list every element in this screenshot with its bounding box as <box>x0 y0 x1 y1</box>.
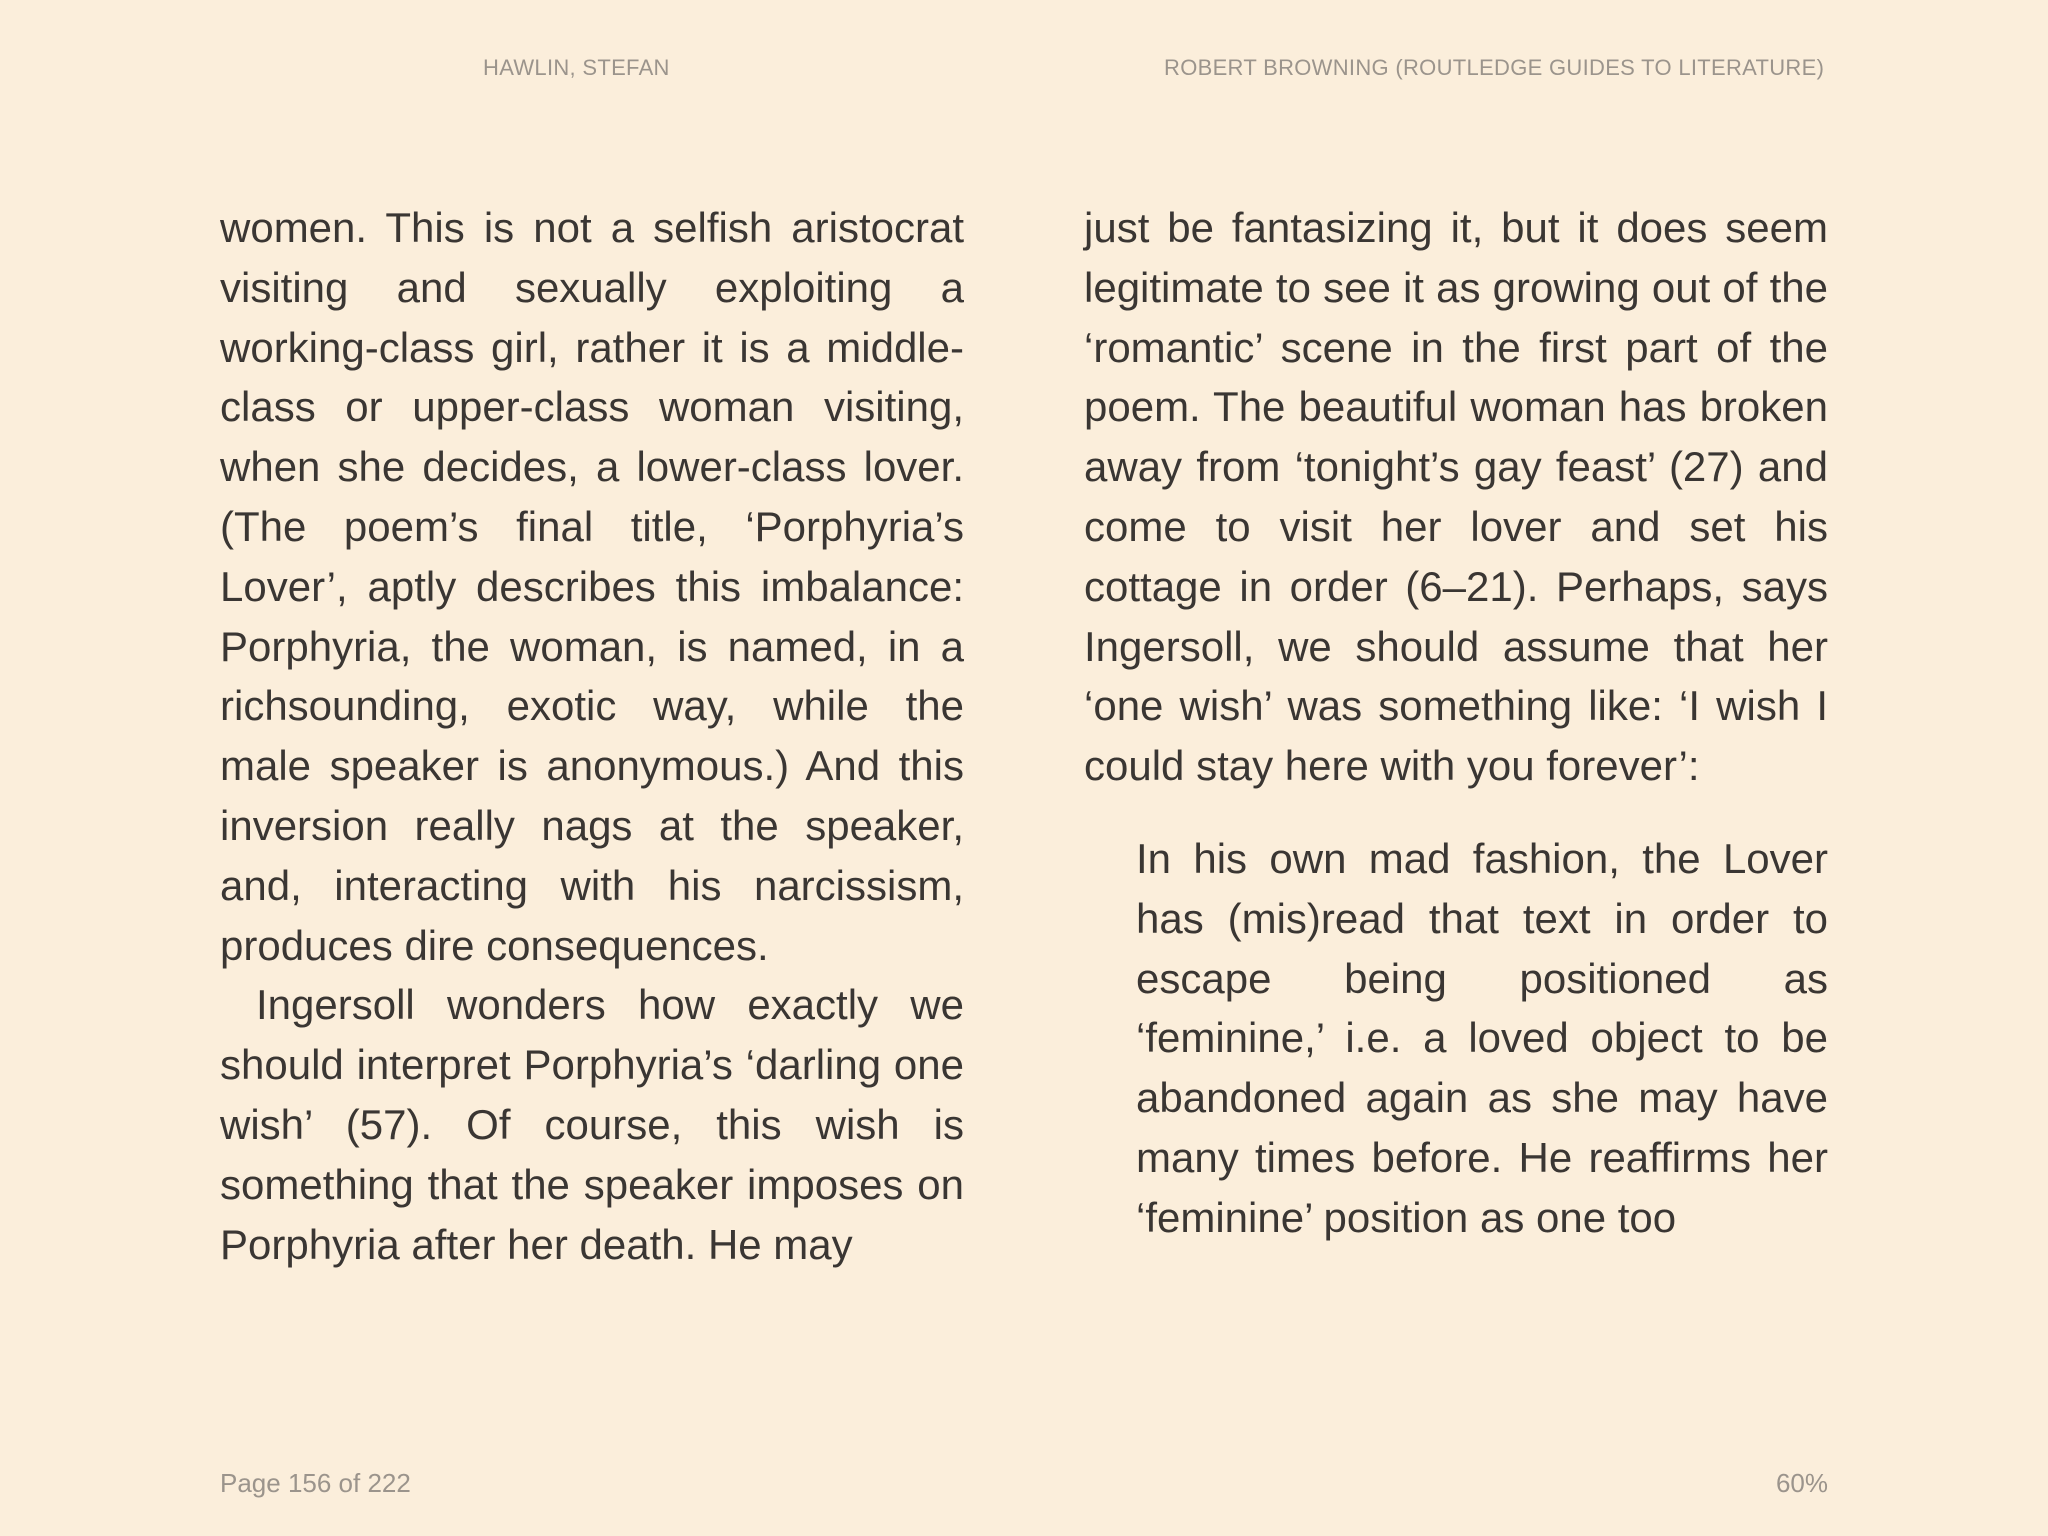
page-indicator: Page 156 of 222 <box>220 1468 411 1498</box>
running-head-book-title: ROBERT BROWNING (ROUTLEDGE GUIDES TO LITERATURE) <box>1164 55 1825 80</box>
right-page-column <box>1084 198 1828 1248</box>
left-page-column <box>220 198 964 1274</box>
block-quote: In his own mad fashion, the Lover has (mis)read that text in order to escape being positioned as ‘feminine,’ i.e. a loved object to be abandoned again as she may have many times before. He reaffirms her ‘feminine’ position as one too <box>1136 834 1828 1241</box>
right-paragraph-1: just be fantasizing it, but it does seem legitimate to see it as growing out of the ‘romantic’ scene in the first part of the poem. The beautiful woman has broken away from ‘tonight’s gay feast’ (27) and come to visit her lover and set his cottage in order (6–21). Perhaps, says Ingersoll, we should assume that her ‘one wish’ was something like: ‘I wish I could stay here with you forever’: <box>1084 204 1828 790</box>
left-paragraph-1: women. This is not a selfish aristocrat visiting and sexually exploiting a working-class girl, rather it is a middle-class or upper-class woman visiting, when she decides, a lower-class lover. (The poem’s final title, ‘Porphyria’s Lover’, aptly describes this imbalance: Porphyria, the woman, is named, in a richsounding, exotic way, while the male speaker is anonymous.) And this inversion really nags at the speaker, and, interacting with his narcissism, produces dire consequences. <box>220 204 964 969</box>
left-paragraph-2: Ingersoll wonders how exactly we should interpret Porphyria’s ‘darling one wish’ (57). Of course, this wish is something that the speaker imposes on Porphyria after her death. He may <box>220 981 964 1268</box>
running-head-author: HAWLIN, STEFAN <box>483 55 670 80</box>
reading-progress: 60% <box>1775 1468 1828 1498</box>
